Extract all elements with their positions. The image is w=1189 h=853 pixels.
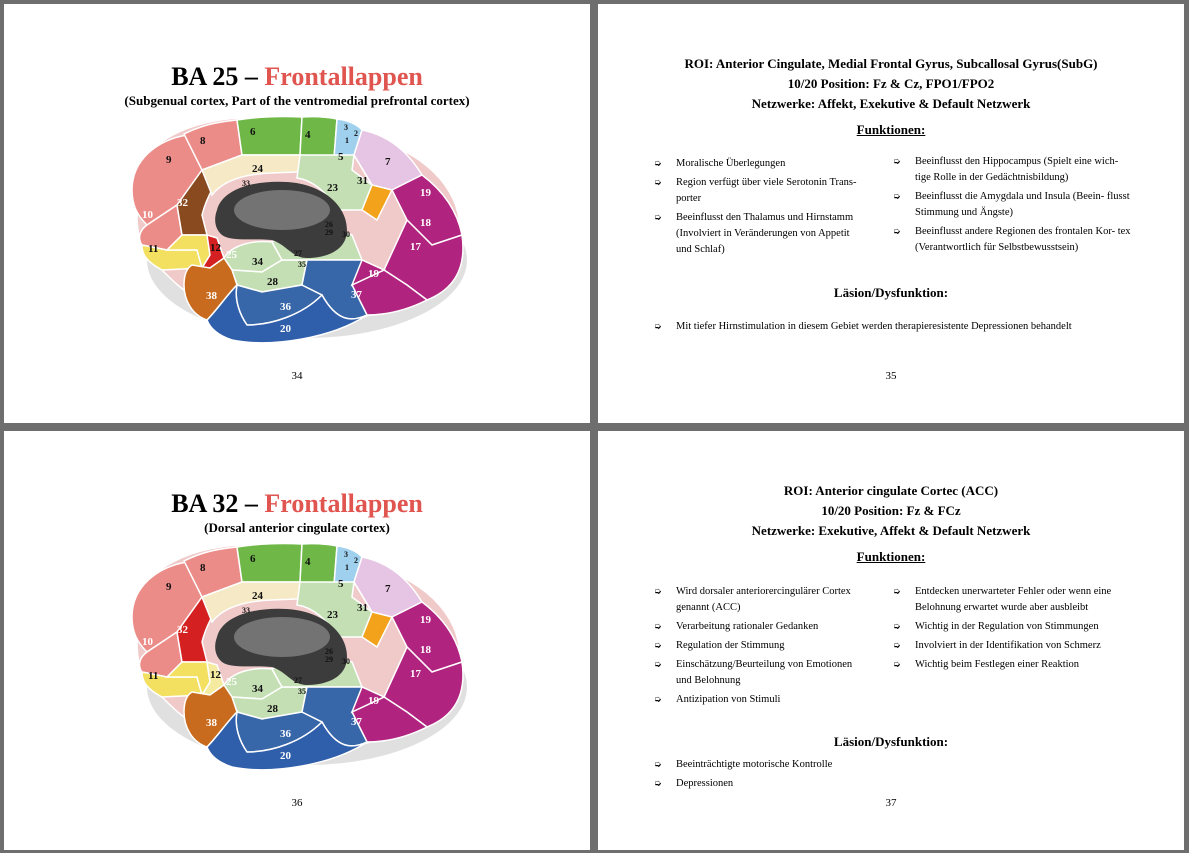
brain-label-1: 1 (345, 563, 349, 572)
brain-area-6 (237, 543, 302, 582)
brain-label-31: 31 (357, 175, 368, 187)
brain-label-32: 32 (177, 197, 188, 209)
brain-label-19b: 19 (368, 695, 379, 707)
arrow-bullet-icon: ➭ (654, 695, 662, 705)
functions-list-right (893, 154, 1133, 259)
list-item: ➭ Beeinflusst den Hippocampus (Spielt eine wich- tige Rolle in der Gedächtnisbildung) (893, 156, 1119, 183)
title-ba: BA 25 (171, 62, 239, 91)
title-lobe: Frontallappen (264, 489, 423, 518)
list-item: ➭ Wichtig beim Festlegen einer Reaktion (893, 657, 1133, 673)
brain-label-7: 7 (385, 156, 391, 168)
title-dash: – (244, 489, 258, 518)
brain-label-27: 27 (294, 249, 302, 258)
brain-medial-diagram (122, 537, 472, 777)
brain-label-6: 6 (250, 553, 256, 565)
brain-label-4: 4 (305, 129, 311, 141)
list-item: ➭ Einschätzung/Beurteilung von Emotionen und Belohnung (654, 659, 853, 686)
arrow-bullet-icon: ➭ (893, 622, 901, 632)
list-item: ➭ Entdecken unerwarteter Fehler oder wenn eine Belohnung erwartet wurde aber ausbleibt (893, 586, 1112, 613)
brain-label-26: 26 (325, 220, 333, 229)
slide-34 (4, 4, 590, 423)
brain-label-4: 4 (305, 556, 311, 568)
brain-label-25: 25 (226, 249, 237, 261)
arrow-bullet-icon: ➭ (893, 227, 901, 237)
brain-label-28: 28 (267, 703, 278, 715)
brain-label-23: 23 (327, 182, 338, 194)
brain-label-28: 28 (267, 276, 278, 288)
arrow-bullet-icon: ➭ (654, 622, 662, 632)
brain-label-36: 36 (280, 301, 291, 313)
slide-subtitle: (Dorsal anterior cingulate cortex) (204, 520, 390, 535)
functions-list-left (654, 584, 866, 711)
brain-label-37: 37 (351, 289, 362, 301)
list-item: ➭ Moralische Überlegungen (654, 156, 866, 172)
brain-label-3: 3 (344, 550, 348, 559)
list-item: ➭ Wichtig in der Regulation von Stimmungen (893, 619, 1133, 635)
brain-label-11: 11 (148, 243, 159, 255)
arrow-bullet-icon: ➭ (654, 779, 662, 789)
arrow-bullet-icon: ➭ (654, 159, 662, 169)
list-item: ➭ Verarbeitung rationaler Gedanken (654, 619, 866, 635)
arrow-bullet-icon: ➭ (893, 660, 901, 670)
brain-label-37: 37 (351, 716, 362, 728)
brain-label-30: 30 (342, 230, 350, 239)
list-item: ➭ Depressionen (654, 776, 1154, 792)
brain-label-2: 2 (354, 556, 358, 565)
roi-line: ROI: Anterior cingulate Cortec (ACC) (783, 483, 999, 498)
functions-list-right (893, 584, 1133, 676)
network-line: Netzwerke: Exekutive, Affekt & Default Netzwerk (751, 523, 1031, 538)
brain-label-19: 19 (420, 614, 431, 626)
network-line: Netzwerke: Affekt, Exekutive & Default Netzwerk (751, 96, 1031, 111)
slide-title (4, 62, 590, 92)
brain-label-31: 31 (357, 602, 368, 614)
brain-label-20: 20 (280, 750, 291, 762)
position-line: 10/20 Position: Fz & FCz (821, 503, 961, 518)
list-item: ➭ Region verfügt über viele Serotonin Trans- porter (654, 177, 857, 204)
arrow-bullet-icon: ➭ (893, 157, 901, 167)
roi-line: ROI: Anterior Cingulate, Medial Frontal Gyrus, Subcallosal Gyrus(SubG) (684, 56, 1098, 71)
brain-label-34: 34 (252, 683, 263, 695)
list-item: ➭ Antizipation von Stimuli (654, 692, 866, 708)
brain-label-24: 24 (252, 163, 263, 175)
arrow-bullet-icon: ➭ (654, 213, 662, 223)
brain-label-34: 34 (252, 256, 263, 268)
brain-label-17: 17 (410, 668, 421, 680)
slide-37 (598, 431, 1184, 850)
list-item: ➭ Involviert in der Identifikation von Schmerz (893, 638, 1133, 654)
brain-label-18: 18 (420, 217, 431, 229)
brain-area-6 (237, 116, 302, 155)
title-lobe: Frontallappen (264, 62, 423, 91)
brain-label-24: 24 (252, 590, 263, 602)
brain-label-19b: 19 (368, 268, 379, 280)
brain-label-8: 8 (200, 562, 206, 574)
brain-label-19: 19 (420, 187, 431, 199)
brain-label-32: 32 (177, 624, 188, 636)
brain-label-35: 35 (298, 687, 306, 696)
brain-label-5: 5 (338, 578, 344, 590)
arrow-bullet-icon: ➭ (893, 641, 901, 651)
ventricle-highlight (234, 617, 330, 657)
brain-label-8: 8 (200, 135, 206, 147)
brain-label-26: 26 (325, 647, 333, 656)
brain-label-2: 2 (354, 129, 358, 138)
brain-label-20: 20 (280, 323, 291, 335)
list-item: ➭ Beeinflusst andere Regionen des frontalen Kor- tex (Verantwortlich für Selbstbewusstsein) (893, 226, 1131, 253)
brain-label-33: 33 (242, 179, 250, 188)
brain-label-3: 3 (344, 123, 348, 132)
lesion-heading: Läsion/Dysfunktion: (833, 285, 949, 300)
lesion-list (654, 319, 1154, 338)
list-item: ➭ Wird dorsaler anteriorercingulärer Cortex genannt (ACC) (654, 586, 851, 613)
list-item: ➭ Regulation der Stimmung (654, 638, 866, 654)
arrow-bullet-icon: ➭ (893, 587, 901, 597)
list-item: ➭ Beeinträchtigte motorische Kontrolle (654, 757, 1154, 773)
brain-label-17: 17 (410, 241, 421, 253)
slide-35 (598, 4, 1184, 423)
functions-heading: Funktionen: (856, 549, 926, 564)
brain-label-1: 1 (345, 136, 349, 145)
page-number: 34 (291, 370, 303, 382)
arrow-bullet-icon: ➭ (654, 760, 662, 770)
functions-heading: Funktionen: (856, 122, 926, 137)
brain-label-38: 38 (206, 290, 217, 302)
brain-label-7: 7 (385, 583, 391, 595)
brain-label-29: 29 (325, 655, 333, 664)
arrow-bullet-icon: ➭ (654, 587, 662, 597)
brain-label-23: 23 (327, 609, 338, 621)
page-number: 35 (885, 370, 897, 382)
position-line: 10/20 Position: Fz & Cz, FPO1/FPO2 (787, 76, 995, 91)
brain-medial-diagram (122, 110, 472, 350)
brain-label-29: 29 (325, 228, 333, 237)
slide-36 (4, 431, 590, 850)
brain-label-10: 10 (142, 636, 153, 648)
brain-label-27: 27 (294, 676, 302, 685)
arrow-bullet-icon: ➭ (893, 192, 901, 202)
ventricle-highlight (234, 190, 330, 230)
list-item: ➭ Beeinflusst die Amygdala und Insula (Beein- flusst Stimmung und Ängste) (893, 191, 1130, 218)
arrow-bullet-icon: ➭ (654, 641, 662, 651)
brain-label-38: 38 (206, 717, 217, 729)
list-item: ➭ Beeinflusst den Thalamus und Hirnstamm (Involviert in Veränderungen von Appetit und Schlaf) (654, 212, 854, 255)
page-number: 36 (291, 797, 303, 809)
page-number: 37 (885, 797, 897, 809)
brain-label-36: 36 (280, 728, 291, 740)
brain-label-33: 33 (242, 606, 250, 615)
brain-label-9: 9 (166, 154, 172, 166)
brain-label-25: 25 (226, 676, 237, 688)
brain-label-12: 12 (210, 669, 221, 681)
brain-label-11: 11 (148, 670, 159, 682)
brain-label-10: 10 (142, 209, 153, 221)
functions-list-left (654, 156, 866, 261)
list-item: ➭ Mit tiefer Hirnstimulation in diesem Gebiet werden therapieresistente Depressionen behandelt (654, 319, 1154, 335)
brain-label-6: 6 (250, 126, 256, 138)
arrow-bullet-icon: ➭ (654, 322, 662, 332)
title-dash: – (244, 62, 258, 91)
title-ba: BA 32 (171, 489, 239, 518)
lesion-list (654, 757, 1154, 795)
slide-title (4, 489, 590, 519)
brain-label-35: 35 (298, 260, 306, 269)
arrow-bullet-icon: ➭ (654, 660, 662, 670)
brain-label-12: 12 (210, 242, 221, 254)
brain-label-9: 9 (166, 581, 172, 593)
arrow-bullet-icon: ➭ (654, 178, 662, 188)
brain-label-5: 5 (338, 151, 344, 163)
lesion-heading: Läsion/Dysfunktion: (833, 734, 949, 749)
slide-subtitle: (Subgenual cortex, Part of the ventromedial prefrontal cortex) (124, 93, 470, 108)
brain-label-30: 30 (342, 657, 350, 666)
brain-label-18: 18 (420, 644, 431, 656)
